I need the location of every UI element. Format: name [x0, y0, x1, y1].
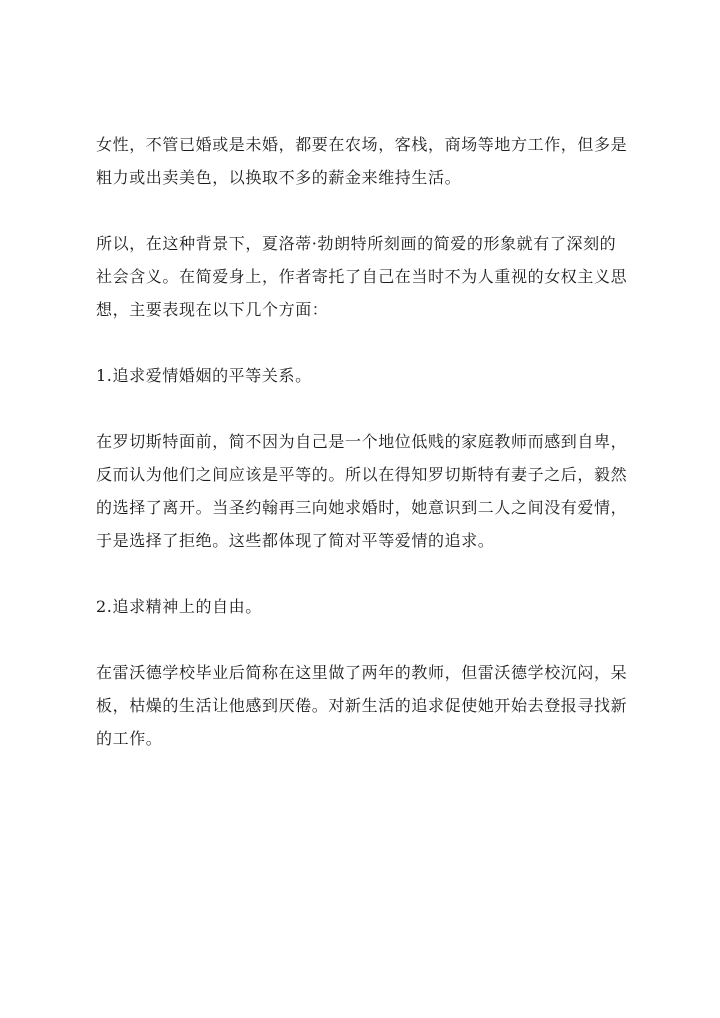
- paragraph-freedom: 在雷沃德学校毕业后简称在这里做了两年的教师，但雷沃德学校沉闷，呆 板，枯燥的生活让他感到厌倦。对新生活的追求促使她开始去登报寻找新 的工作。: [96, 663, 628, 748]
- paragraph-work-conditions: 女性，不管已婚或是未婚，都要在农场，客栈，商场等地方工作，但多是 粗力或出卖美色，以换取不多的薪金来维持生活。: [96, 135, 628, 187]
- document-body: [96, 128, 636, 755]
- paragraph-gap: [96, 557, 636, 590]
- paragraph-gap: [96, 326, 636, 359]
- paragraph-background: 所以，在这种背景下，夏洛蒂·勃朗特所刻画的简爱的形象就有了深刻的 社会含义。在简爱身上，作者寄托了自己在当时不为人重视的女权主义思 想，主要表现在以下几个方面：: [96, 234, 628, 319]
- heading-point-1: 1.追求爱情婚姻的平等关系。: [96, 366, 312, 385]
- heading-point-2: 2.追求精神上的自由。: [96, 597, 262, 616]
- paragraph-gap: [96, 392, 636, 425]
- paragraph-gap: [96, 623, 636, 656]
- paragraph-equality: 在罗切斯特面前，简不因为自己是一个地位低贱的家庭教师而感到自卑， 反而认为他们之间应该是平等的。所以在得知罗切斯特有妻子之后，毅然 的选择了离开。当圣约翰再三向她求婚时，她意识到二人之间没有爱情， 于是选择了拒绝。这些都体现了简对平等爱情的追求。: [96, 432, 628, 550]
- paragraph-gap: [96, 194, 636, 227]
